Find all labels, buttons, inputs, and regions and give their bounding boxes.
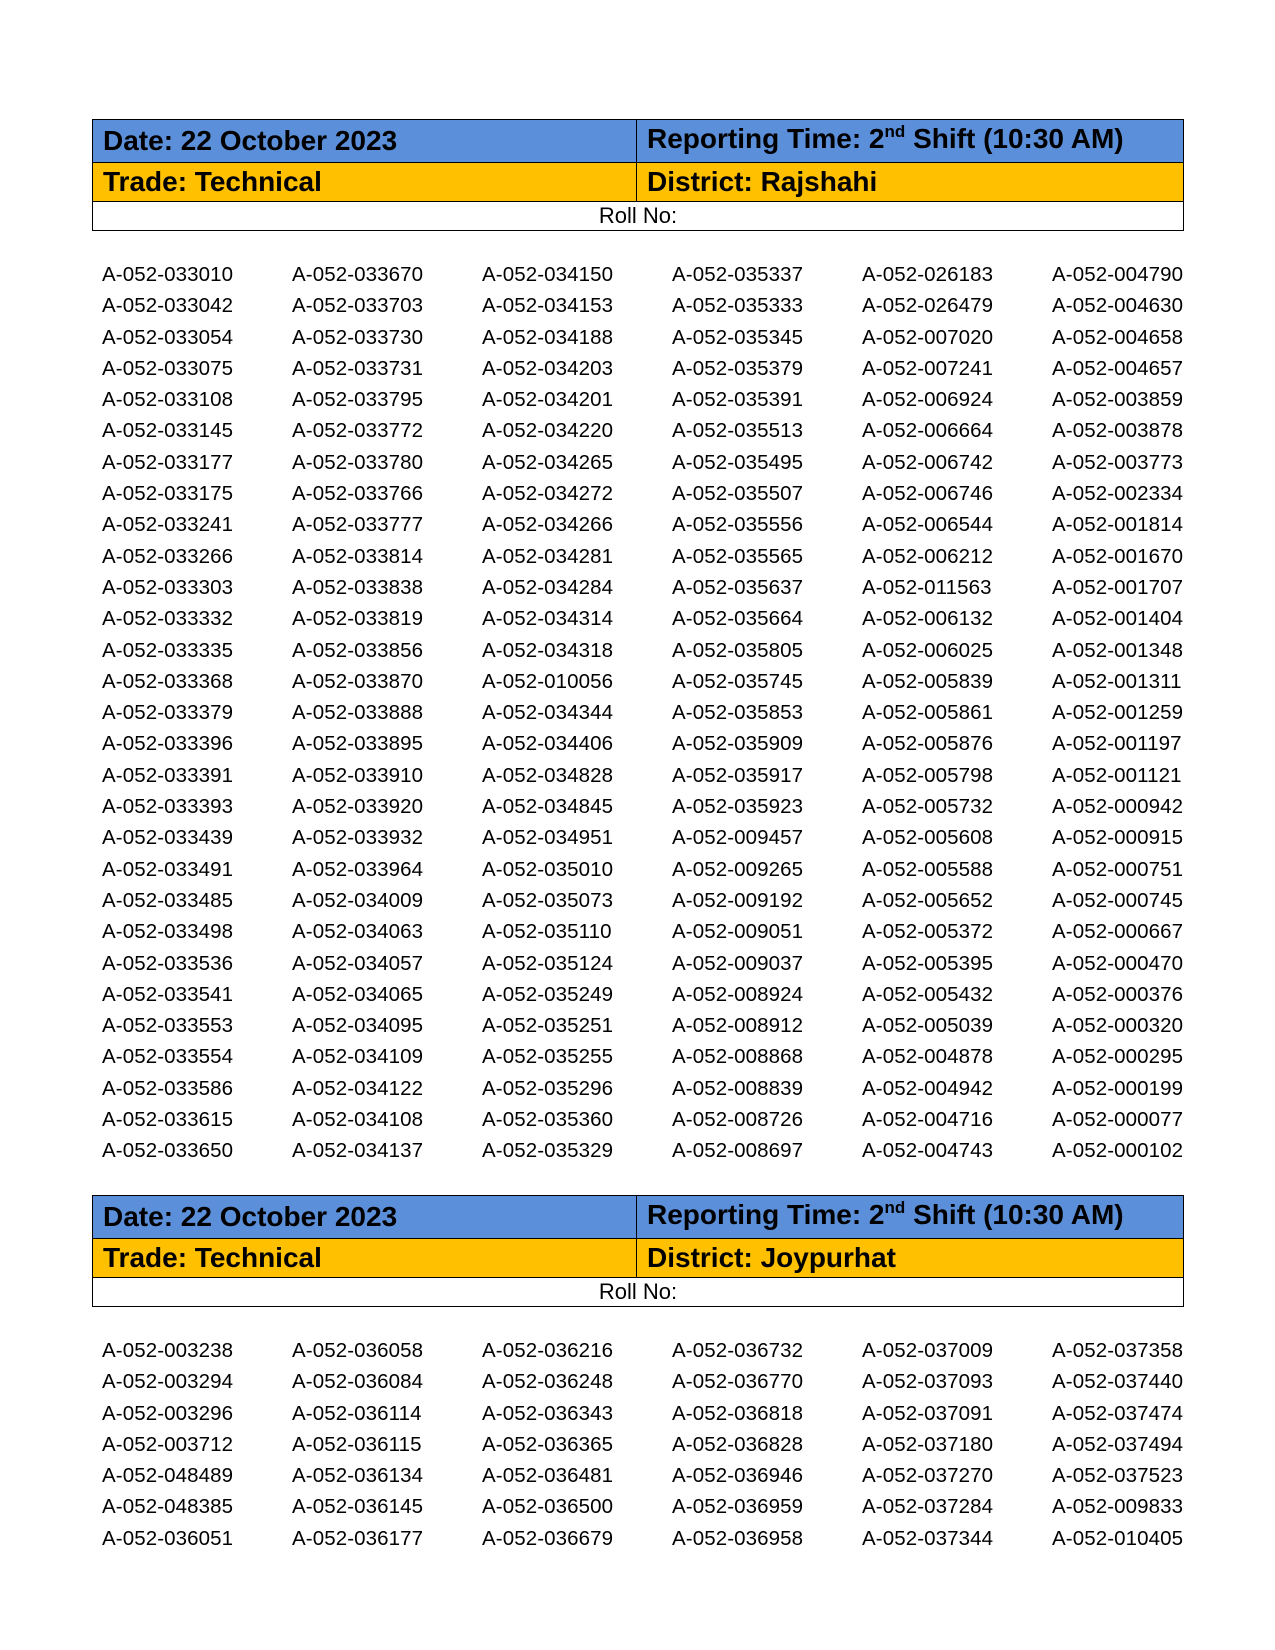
- roll-number: A-052-035124: [482, 951, 614, 975]
- roll-number: A-052-036343: [482, 1401, 614, 1425]
- section-joypurhat: [92, 1195, 1184, 1554]
- roll-number: A-052-033772: [292, 419, 424, 443]
- roll-number: A-052-034065: [292, 982, 424, 1006]
- roll-number-grid: [102, 259, 1184, 1167]
- roll-number: A-052-034272: [482, 482, 614, 506]
- roll-number: A-052-007020: [862, 325, 994, 349]
- roll-number: A-052-033920: [292, 795, 424, 819]
- roll-number: A-052-000295: [1052, 1045, 1184, 1069]
- roll-number: A-052-008839: [672, 1076, 804, 1100]
- roll-number: A-052-000942: [1052, 795, 1184, 819]
- roll-number: A-052-036500: [482, 1495, 614, 1519]
- roll-number: A-052-000470: [1052, 951, 1184, 975]
- reporting-time-prefix: Reporting Time: 2: [647, 123, 885, 154]
- roll-number: A-052-035664: [672, 607, 804, 631]
- roll-number: A-052-033108: [102, 388, 234, 412]
- roll-number-grid: [102, 1335, 1184, 1554]
- roll-number: A-052-001197: [1052, 732, 1182, 756]
- roll-number: A-052-033010: [102, 263, 234, 286]
- roll-number: A-052-001348: [1052, 638, 1184, 662]
- roll-number: A-052-005588: [862, 857, 994, 881]
- roll-number: A-052-033393: [102, 795, 234, 819]
- roll-number: A-052-036828: [672, 1432, 804, 1456]
- roll-number: A-052-009265: [672, 857, 804, 881]
- roll-number: A-052-000320: [1052, 1014, 1184, 1038]
- roll-number: A-052-034150: [482, 263, 614, 286]
- roll-number: A-052-037180: [862, 1432, 994, 1456]
- roll-number: A-052-003773: [1052, 450, 1184, 474]
- roll-number: A-052-000667: [1052, 920, 1184, 944]
- roll-number: A-052-006025: [862, 638, 994, 662]
- roll-number: A-052-034153: [482, 294, 614, 318]
- roll-number: A-052-011563: [862, 575, 992, 599]
- roll-number: A-052-036134: [292, 1464, 424, 1488]
- roll-number: A-052-036732: [672, 1339, 804, 1362]
- roll-number: A-052-033910: [292, 763, 424, 787]
- roll-number: A-052-026479: [862, 294, 994, 318]
- roll-number: A-052-034344: [482, 701, 614, 725]
- roll-number: A-052-006132: [862, 607, 994, 631]
- roll-number: A-052-033730: [292, 325, 424, 349]
- roll-number: A-052-033396: [102, 732, 234, 756]
- roll-number: A-052-008726: [672, 1108, 804, 1132]
- roll-number: A-052-036679: [482, 1526, 614, 1550]
- roll-number: A-052-033439: [102, 826, 234, 850]
- reporting-time-prefix: Reporting Time: 2: [647, 1199, 885, 1230]
- roll-number: A-052-009037: [672, 951, 804, 975]
- roll-no-label: Roll No:: [93, 202, 1184, 231]
- roll-number: A-052-010405: [1052, 1526, 1184, 1550]
- exam-header-table: [92, 119, 1184, 231]
- roll-number: A-052-033553: [102, 1014, 234, 1038]
- roll-no-label: Roll No:: [93, 1278, 1184, 1307]
- roll-number: A-052-033777: [292, 513, 424, 537]
- roll-number: A-052-036818: [672, 1401, 804, 1425]
- roll-number: A-052-000102: [1052, 1139, 1184, 1163]
- roll-number: A-052-036481: [482, 1464, 614, 1488]
- roll-number: A-052-033814: [292, 544, 424, 568]
- roll-number: A-052-033888: [292, 701, 424, 725]
- roll-number: A-052-034828: [482, 763, 614, 787]
- roll-number: A-052-006746: [862, 482, 994, 506]
- roll-number: A-052-033731: [292, 356, 424, 380]
- roll-number: A-052-001311: [1052, 669, 1182, 693]
- roll-number: A-052-033870: [292, 669, 424, 693]
- roll-number: A-052-033177: [102, 450, 234, 474]
- roll-number: A-052-037440: [1052, 1370, 1184, 1394]
- roll-number: A-052-033042: [102, 294, 234, 318]
- roll-number: A-052-004878: [862, 1045, 994, 1069]
- roll-number: A-052-006212: [862, 544, 994, 568]
- roll-number: A-052-035565: [672, 544, 804, 568]
- roll-number: A-052-037523: [1052, 1464, 1184, 1488]
- roll-number: A-052-003296: [102, 1401, 234, 1425]
- roll-number: A-052-005798: [862, 763, 994, 787]
- roll-number: A-052-004716: [862, 1108, 994, 1132]
- roll-number: A-052-035010: [482, 857, 614, 881]
- roll-number: A-052-033856: [292, 638, 424, 662]
- roll-number: A-052-005652: [862, 888, 994, 912]
- roll-number: A-052-035255: [482, 1045, 614, 1069]
- roll-number: A-052-003238: [102, 1339, 234, 1362]
- roll-number: A-052-003712: [102, 1432, 234, 1456]
- roll-number: A-052-035853: [672, 701, 804, 725]
- roll-number: A-052-008924: [672, 982, 804, 1006]
- roll-number: A-052-033554: [102, 1045, 234, 1069]
- date-cell: Date: 22 October 2023: [93, 1196, 637, 1239]
- trade-cell: Trade: Technical: [93, 1239, 637, 1278]
- roll-number: A-052-036216: [482, 1339, 614, 1362]
- roll-number: A-052-036248: [482, 1370, 614, 1394]
- roll-number: A-052-034122: [292, 1076, 424, 1100]
- roll-number: A-052-048385: [102, 1495, 234, 1519]
- roll-number: A-052-033145: [102, 419, 234, 443]
- roll-number: A-052-036958: [672, 1526, 804, 1550]
- roll-number: A-052-009833: [1052, 1495, 1184, 1519]
- roll-number: A-052-035360: [482, 1108, 614, 1132]
- roll-number: A-052-036058: [292, 1339, 424, 1362]
- roll-number: A-052-034220: [482, 419, 614, 443]
- roll-number: A-052-036084: [292, 1370, 424, 1394]
- roll-number: A-052-036177: [292, 1526, 424, 1550]
- roll-number: A-052-034406: [482, 732, 614, 756]
- roll-number: A-052-033932: [292, 826, 424, 850]
- roll-number: A-052-033241: [102, 513, 234, 537]
- roll-number: A-052-033332: [102, 607, 234, 631]
- roll-number: A-052-034137: [292, 1139, 424, 1163]
- roll-number: A-052-004942: [862, 1076, 994, 1100]
- roll-number: A-052-002334: [1052, 482, 1184, 506]
- roll-number: A-052-004657: [1052, 356, 1184, 380]
- roll-number: A-052-035337: [672, 263, 804, 286]
- roll-number: A-052-006742: [862, 450, 994, 474]
- roll-number: A-052-005861: [862, 701, 994, 725]
- reporting-time-ordinal: nd: [884, 122, 906, 141]
- roll-number: A-052-005732: [862, 795, 994, 819]
- district-cell: District: Joypurhat: [637, 1239, 1184, 1278]
- roll-number: A-052-037494: [1052, 1432, 1184, 1456]
- roll-number: A-052-034951: [482, 826, 614, 850]
- roll-number: A-052-033379: [102, 701, 234, 725]
- roll-number: A-052-000915: [1052, 826, 1184, 850]
- trade-cell: Trade: Technical: [93, 163, 637, 202]
- roll-number: A-052-000751: [1052, 857, 1184, 881]
- roll-number: A-052-003878: [1052, 419, 1184, 443]
- roll-number: A-052-009457: [672, 826, 804, 850]
- roll-number: A-052-035333: [672, 294, 804, 318]
- roll-number: A-052-004790: [1052, 263, 1184, 286]
- roll-number: A-052-035923: [672, 795, 804, 819]
- roll-number: A-052-008912: [672, 1014, 804, 1038]
- roll-number: A-052-036145: [292, 1495, 424, 1519]
- roll-number: A-052-000199: [1052, 1076, 1184, 1100]
- roll-number: A-052-009192: [672, 888, 804, 912]
- roll-number: A-052-035345: [672, 325, 804, 349]
- roll-number: A-052-036051: [102, 1526, 234, 1550]
- roll-number: A-052-001814: [1052, 513, 1184, 537]
- roll-number: A-052-000376: [1052, 982, 1184, 1006]
- roll-number: A-052-033780: [292, 450, 424, 474]
- roll-number: A-052-036365: [482, 1432, 614, 1456]
- roll-number: A-052-035073: [482, 888, 614, 912]
- roll-number: A-052-035296: [482, 1076, 614, 1100]
- reporting-time-ordinal: nd: [884, 1198, 906, 1217]
- roll-number: A-052-033054: [102, 325, 234, 349]
- roll-number: A-052-003294: [102, 1370, 234, 1394]
- roll-number: A-052-034009: [292, 888, 424, 912]
- roll-number: A-052-037344: [862, 1526, 994, 1550]
- roll-number: A-052-035637: [672, 575, 804, 599]
- date-cell: Date: 22 October 2023: [93, 120, 637, 163]
- roll-number: A-052-035329: [482, 1139, 614, 1163]
- roll-number: A-052-001121: [1052, 763, 1182, 787]
- roll-number: A-052-036770: [672, 1370, 804, 1394]
- roll-number: A-052-034057: [292, 951, 424, 975]
- roll-number: A-052-033075: [102, 356, 234, 380]
- roll-number: A-052-008697: [672, 1139, 804, 1163]
- roll-number: A-052-033266: [102, 544, 234, 568]
- roll-number: A-052-034108: [292, 1108, 424, 1132]
- roll-number: A-052-034109: [292, 1045, 424, 1069]
- roll-number: A-052-035495: [672, 450, 804, 474]
- roll-number: A-052-037358: [1052, 1339, 1184, 1362]
- roll-number: A-052-033895: [292, 732, 424, 756]
- roll-number: A-052-034845: [482, 795, 614, 819]
- roll-number: A-052-037474: [1052, 1401, 1184, 1425]
- roll-number: A-052-004630: [1052, 294, 1184, 318]
- roll-number: A-052-034284: [482, 575, 614, 599]
- roll-number: A-052-033368: [102, 669, 234, 693]
- roll-number: A-052-001404: [1052, 607, 1184, 631]
- roll-number: A-052-033491: [102, 857, 234, 881]
- roll-number: A-052-035917: [672, 763, 804, 787]
- roll-number: A-052-033650: [102, 1139, 234, 1163]
- roll-number: A-052-005876: [862, 732, 994, 756]
- roll-number: A-052-001670: [1052, 544, 1184, 568]
- roll-number: A-052-026183: [862, 263, 994, 286]
- roll-number: A-052-035909: [672, 732, 804, 756]
- roll-number: A-052-035391: [672, 388, 804, 412]
- roll-number: A-052-006544: [862, 513, 994, 537]
- roll-number: A-052-033485: [102, 888, 234, 912]
- roll-number: A-052-048489: [102, 1464, 234, 1488]
- roll-number: A-052-033766: [292, 482, 424, 506]
- roll-number: A-052-034188: [482, 325, 614, 349]
- roll-number: A-052-037270: [862, 1464, 994, 1488]
- roll-number: A-052-037093: [862, 1370, 994, 1394]
- roll-number: A-052-033795: [292, 388, 424, 412]
- roll-number: A-052-001707: [1052, 575, 1184, 599]
- roll-number: A-052-037284: [862, 1495, 994, 1519]
- roll-number: A-052-006664: [862, 419, 994, 443]
- roll-number: A-052-036114: [292, 1401, 422, 1425]
- roll-number: A-052-033670: [292, 263, 424, 286]
- roll-number: A-052-035507: [672, 482, 804, 506]
- exam-header-table: [92, 1195, 1184, 1307]
- roll-number: A-052-005395: [862, 951, 994, 975]
- roll-number: A-052-033819: [292, 607, 424, 631]
- roll-number: A-052-005839: [862, 669, 994, 693]
- roll-number: A-052-009051: [672, 920, 804, 944]
- roll-number: A-052-033391: [102, 763, 234, 787]
- roll-number: A-052-000745: [1052, 888, 1184, 912]
- roll-number: A-052-036115: [292, 1432, 422, 1456]
- roll-number: A-052-033615: [102, 1108, 234, 1132]
- roll-number: A-052-035745: [672, 669, 804, 693]
- roll-number: A-052-035251: [482, 1014, 614, 1038]
- roll-number: A-052-033536: [102, 951, 234, 975]
- roll-number: A-052-033175: [102, 482, 234, 506]
- roll-number: A-052-005432: [862, 982, 994, 1006]
- roll-number: A-052-033498: [102, 920, 234, 944]
- roll-number: A-052-034318: [482, 638, 614, 662]
- roll-number: A-052-005372: [862, 920, 994, 944]
- roll-number: A-052-000077: [1052, 1108, 1184, 1132]
- roll-number: A-052-035805: [672, 638, 804, 662]
- roll-number: A-052-037009: [862, 1339, 994, 1362]
- section-rajshahi: [92, 119, 1184, 1167]
- roll-number: A-052-010056: [482, 669, 614, 693]
- roll-number: A-052-033541: [102, 982, 234, 1006]
- roll-number: A-052-005608: [862, 826, 994, 850]
- reporting-time-cell: [637, 120, 1184, 163]
- roll-number: A-052-005039: [862, 1014, 994, 1038]
- roll-number: A-052-034266: [482, 513, 614, 537]
- roll-number: A-052-033838: [292, 575, 424, 599]
- roll-number: A-052-035110: [482, 920, 612, 944]
- roll-number: A-052-036959: [672, 1495, 804, 1519]
- roll-number: A-052-033303: [102, 575, 234, 599]
- roll-number: A-052-034265: [482, 450, 614, 474]
- roll-number: A-052-003859: [1052, 388, 1184, 412]
- roll-number: A-052-034314: [482, 607, 614, 631]
- roll-number: A-052-035556: [672, 513, 804, 537]
- roll-number: A-052-036946: [672, 1464, 804, 1488]
- roll-number: A-052-034281: [482, 544, 614, 568]
- roll-number: A-052-004743: [862, 1139, 994, 1163]
- roll-number: A-052-035249: [482, 982, 614, 1006]
- roll-number: A-052-001259: [1052, 701, 1184, 725]
- roll-number: A-052-035379: [672, 356, 804, 380]
- roll-number: A-052-034063: [292, 920, 424, 944]
- roll-number: A-052-033703: [292, 294, 424, 318]
- roll-number: A-052-033335: [102, 638, 234, 662]
- roll-number: A-052-008868: [672, 1045, 804, 1069]
- roll-number: A-052-007241: [862, 356, 994, 380]
- roll-number: A-052-006924: [862, 388, 994, 412]
- roll-number: A-052-034203: [482, 356, 614, 380]
- roll-number: A-052-034095: [292, 1014, 424, 1038]
- roll-number: A-052-033586: [102, 1076, 234, 1100]
- roll-number: A-052-035513: [672, 419, 804, 443]
- roll-number: A-052-034201: [482, 388, 614, 412]
- roll-number: A-052-033964: [292, 857, 424, 881]
- roll-number: A-052-004658: [1052, 325, 1184, 349]
- reporting-time-suffix: Shift (10:30 AM): [905, 123, 1124, 154]
- roll-number: A-052-037091: [862, 1401, 994, 1425]
- district-cell: District: Rajshahi: [637, 163, 1184, 202]
- reporting-time-cell: [637, 1196, 1184, 1239]
- reporting-time-suffix: Shift (10:30 AM): [905, 1199, 1124, 1230]
